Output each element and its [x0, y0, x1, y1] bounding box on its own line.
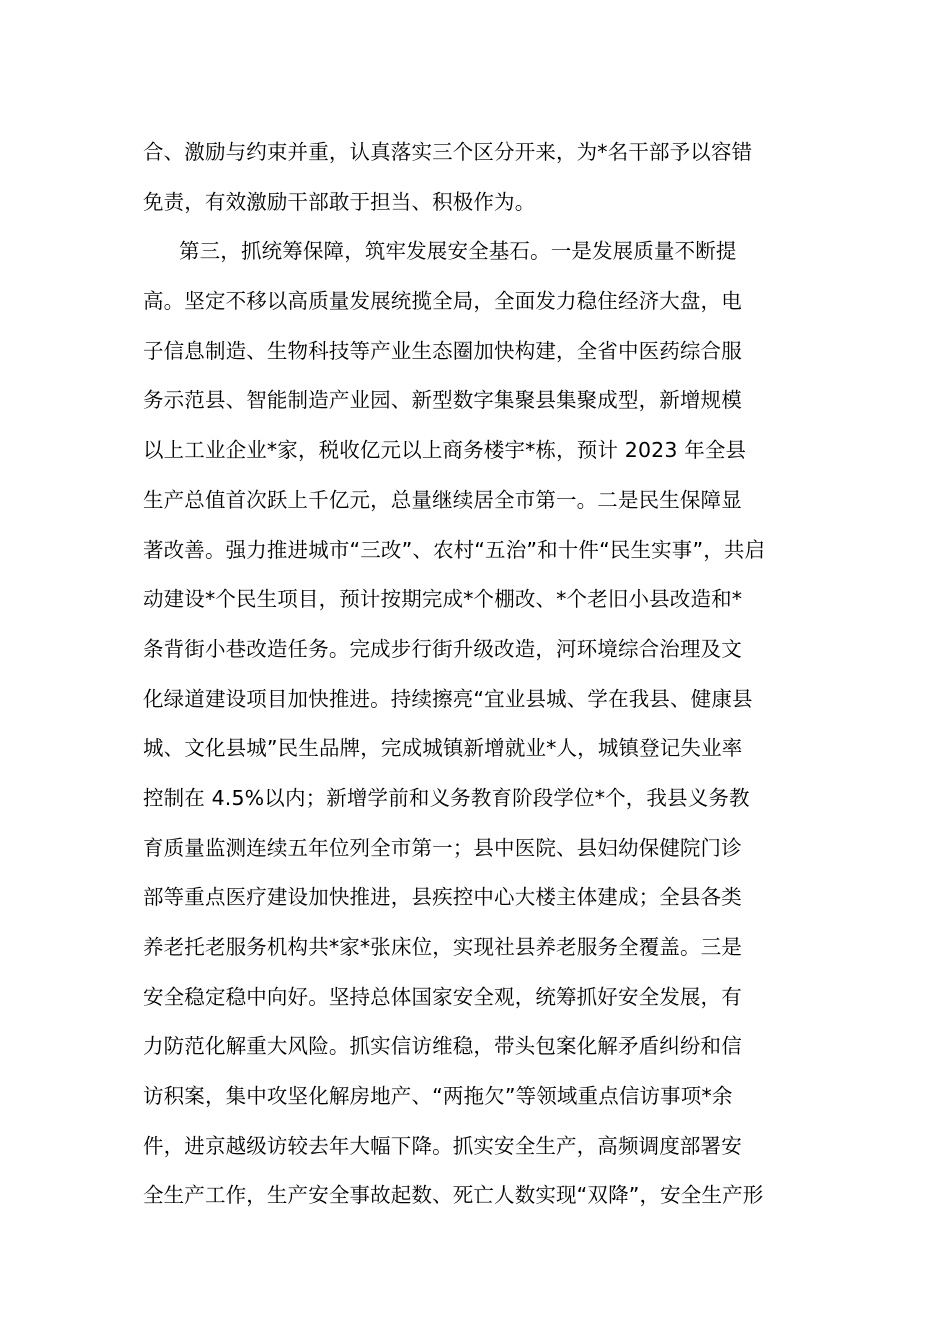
text-line: 力防范化解重大风险。抓实信访维稳，带头包案化解矛盾纠纷和信 — [143, 1034, 742, 1059]
text-line: 件，进京越级访较去年大幅下降。抓实安全生产，高频调度部署安 — [143, 1133, 742, 1158]
text-line: 部等重点医疗建设加快推进，县疾控中心大楼主体建成；全县各类 — [143, 885, 742, 910]
body-text — [143, 128, 815, 1221]
text-line: 高。坚定不移以高质量发展统揽全局，全面发力稳住经济大盘，电 — [143, 289, 742, 314]
text-line: 免责，有效激励干部敢于担当、积极作为。 — [143, 189, 536, 214]
text-line: 养老托老服务机构共*家*张床位，实现社县养老服务全覆盖。三是 — [143, 935, 742, 959]
text-line: 访积案，集中攻坚化解房地产、“两拖欠”等领域重点信访事项*余 — [143, 1084, 733, 1109]
text-line: 子信息制造、生物科技等产业生态圈加快构建，全省中医药综合服 — [143, 338, 742, 363]
text-line: 著改善。强力推进城市“三改”、农村“五治”和十件“民生实事”，共启 — [143, 537, 766, 562]
text-line: 以上工业企业*家，税收亿元以上商务楼宇*栋，预计 2023 年全县 — [143, 438, 747, 463]
text-line: 动建设*个民生项目，预计按期完成*个棚改、*个老旧小县改造和* — [143, 587, 743, 612]
text-line: 合、激励与约束并重，认真落实三个区分开来，为*名干部予以容错 — [143, 140, 753, 164]
text-line: 安全稳定稳中向好。坚持总体国家安全观，统筹抓好安全发展，有 — [143, 984, 742, 1009]
text-line: 控制在 4.5%以内；新增学前和义务教育阶段学位*个，我县义务教 — [143, 785, 750, 810]
text-line: 化绿道建设项目加快推进。持续擦亮“宜业县城、学在我县、健康县 — [143, 686, 753, 711]
text-line: 务示范县、智能制造产业园、新型数字集聚县集聚成型，新增规模 — [143, 388, 742, 413]
text-line: 全生产工作，生产安全事故起数、死亡人数实现“双降”，安全生产形 — [143, 1183, 764, 1208]
text-line: 条背街小巷改造任务。完成步行街升级改造，河环境综合治理及文 — [143, 636, 742, 661]
paragraph-start-line: 第三，抓统筹保障，筑牢发展安全基石。一是发展质量不断提 — [179, 239, 737, 264]
text-line: 育质量监测连续五年位列全市第一；县中医院、县妇幼保健院门诊 — [143, 835, 742, 860]
text-line: 城、文化县城”民生品牌，完成城镇新增就业*人，城镇登记失业率 — [143, 736, 743, 761]
text-line: 生产总值首次跃上千亿元，总量继续居全市第一。二是民生保障显 — [143, 487, 742, 512]
